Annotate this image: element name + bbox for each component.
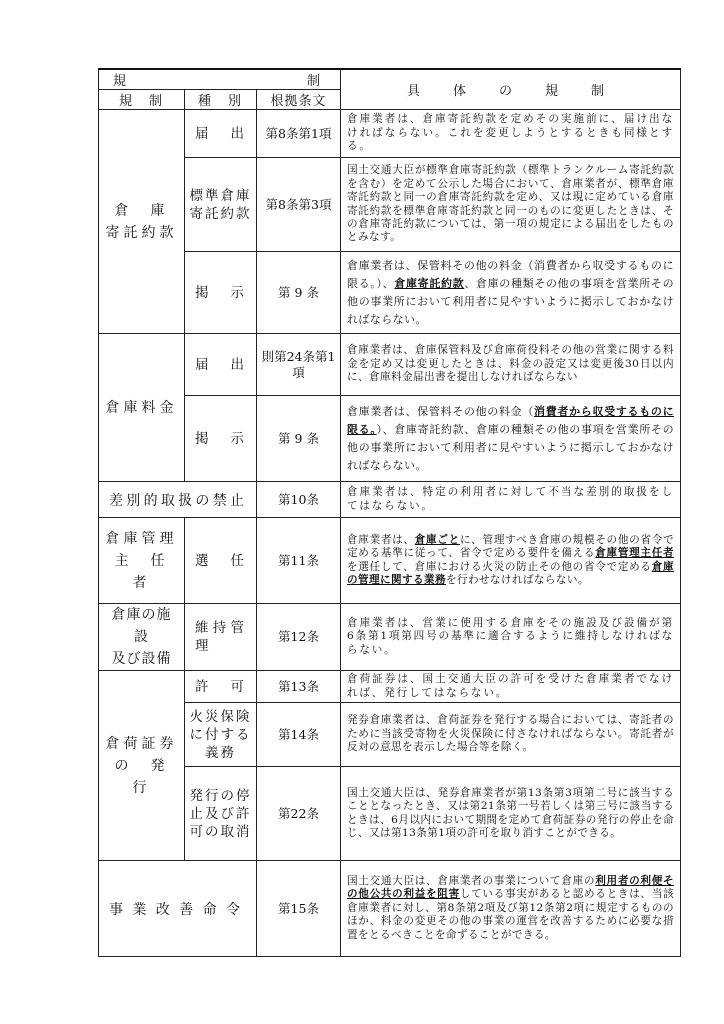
group-manager: 倉庫管理 主 任 者 <box>99 518 185 604</box>
row-text: 倉庫業者は、倉庫保管料及び倉庫荷役料その他の営業に関する料金を定め又は変更したときは、料金の設定又は変更後30日以内に、倉庫料金届出書を提出しなければならない <box>341 334 681 396</box>
underlined-term: 倉庫管理主任者 <box>595 547 674 560</box>
row-kind: 掲 示 <box>185 396 257 482</box>
underlined-term: 倉庫寄託約款 <box>394 276 465 290</box>
group-improvement: 事業改善命令 <box>99 861 257 957</box>
row-kind: 許 可 <box>185 671 257 703</box>
group-warehouse-fee: 倉庫料金 <box>99 334 185 482</box>
row-basis: 第12条 <box>257 604 341 671</box>
row-basis: 第8条第1項 <box>257 110 341 158</box>
underlined-term: 倉庫ごと <box>414 533 460 546</box>
row-basis: 第11条 <box>257 518 341 604</box>
group-securities: 倉荷証券 の 発 行 <box>99 671 185 861</box>
header-regulation: 規 制 <box>99 90 185 110</box>
header-content: 具 体 の 規 制 <box>341 69 681 110</box>
row-text: 倉庫業者は、特定の利用者に対して不当な差別的取扱をしてはならない。 <box>341 482 681 518</box>
regulation-table <box>98 68 681 957</box>
row-text: 倉庫業者は、倉庫寄託約款を定めその実施前に、届け出なければならない。これを変更しようとするときも同様とする。 <box>341 110 681 158</box>
row-text: 倉荷証券は、国土交通大臣の許可を受けた倉庫業者でなければ、発行してはならない。 <box>341 671 681 703</box>
row-kind: 掲 示 <box>185 252 257 334</box>
row-text: 発券倉庫業者は、倉荷証券を発行する場合においては、寄託者のために当該受寄物を火災保険に付さなければならない。寄託者が反対の意思を表示した場合等を除く。 <box>341 703 681 767</box>
row-basis: 第15条 <box>257 861 341 957</box>
row-text: 倉庫業者は、保管料その他の料金（消費者から収受するものに限る。）、倉庫寄託約款、倉庫の種類その他の事項を営業所その他の事業所において利用者に見やすいように掲示しておかなければならない。 <box>341 252 681 334</box>
row-kind: 選 任 <box>185 518 257 604</box>
row-basis: 第8条第3項 <box>257 158 341 252</box>
underlined-term: 利用者の利便その他公共の利益を阻害 <box>347 874 674 901</box>
underlined-term: 倉庫の管理に関する業務 <box>347 560 674 586</box>
group-warehouse-terms: 倉 庫 寄託約款 <box>99 110 185 334</box>
row-text: 国土交通大臣は、発券倉庫業者が第13条第3項第二号に該当することとなったとき、又は第21条第一号若しくは第三号に該当するときは、6月以内において期間を定めて倉荷証券の発行の停止を命じ、又は第13条第1項の許可を取り消すことができる。 <box>341 767 681 861</box>
underlined-term: 消費者から収受するものに限る。 <box>347 404 674 436</box>
group-discrimination: 差別的取扱の禁止 <box>99 482 257 518</box>
row-basis: 第10条 <box>257 482 341 518</box>
row-kind: 火災保険に付する義務 <box>185 703 257 767</box>
row-kind: 届出 <box>185 334 257 396</box>
row-basis: 則第24条第1項 <box>257 334 341 396</box>
row-basis: 第14条 <box>257 703 341 767</box>
row-text: 倉庫業者は、保管料その他の料金（消費者から収受するものに限る。）、倉庫寄託約款、倉庫の種類その他の事項を営業所その他の事業所において利用者に見やすいように掲示しておかなければならない。 <box>341 396 681 482</box>
row-kind: 維持管理 <box>185 604 257 671</box>
header-regulation-top: 規 制 <box>99 69 341 90</box>
row-text: 国土交通大臣が標準倉庫寄託約款（標準トランクルーム寄託約款を含む）を定めて公示した場合において、倉庫業者が、標準倉庫寄託約款と同一の倉庫寄託約款を定め、又は現に定めている倉庫寄託約款を標準倉庫寄託約款と同一のものに変更したときは、その倉庫寄託約款については、第一項の規定による届出をしたものとみなす。 <box>341 158 681 252</box>
header-basis: 根拠条文 <box>257 90 341 110</box>
row-basis: 第 9 条 <box>257 252 341 334</box>
row-kind: 届 出 <box>185 110 257 158</box>
header-kind: 種 別 <box>185 90 257 110</box>
row-basis: 第13条 <box>257 671 341 703</box>
row-basis: 第22条 <box>257 767 341 861</box>
row-text: 国土交通大臣は、倉庫業者の事業について倉庫の利用者の利便その他公共の利益を阻害している事実があると認めるときは、当該倉庫業者に対し、第8条第2項及び第12条第2項に規定するもののほか、料金の変更その他の事業の運営を改善するために必要な措置をとるべきことを命ずることができる。 <box>341 861 681 957</box>
row-text: 倉庫業者は、倉庫ごとに、管理すべき倉庫の規模その他の省令で定める基準に従って、省令で定める要件を備える倉庫管理主任者を選任して、倉庫における火災の防止その他の省令で定める倉庫の管理に関する業務を行わせなければならない。 <box>341 518 681 604</box>
row-kind: 発行の停止及び許可の取消 <box>185 767 257 861</box>
row-basis: 第 9 条 <box>257 396 341 482</box>
row-text: 倉庫業者は、営業に使用する倉庫をその施設及び設備が第6条第1項第四号の基準に適合するように維持しなければならない。 <box>341 604 681 671</box>
group-facilities: 倉庫の施設 及び設備 <box>99 604 185 671</box>
row-kind: 標準倉庫寄託約款 <box>185 158 257 252</box>
